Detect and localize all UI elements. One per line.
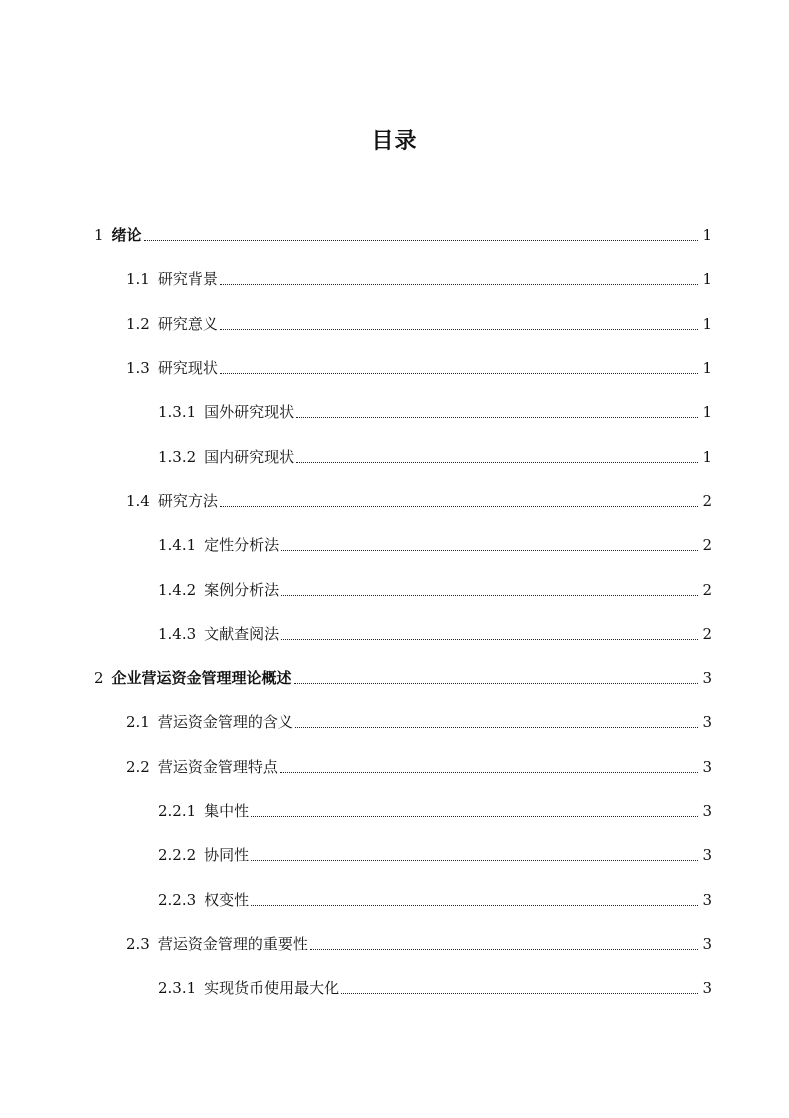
dot-leader xyxy=(220,505,698,507)
dot-leader xyxy=(341,992,698,994)
toc-entry-number: 1.2 xyxy=(126,314,150,333)
toc-entry-number: 2.2.2 xyxy=(158,846,197,865)
toc-entry-label: 研究现状 xyxy=(157,359,218,378)
toc-entry-number: 2.2 xyxy=(126,757,150,776)
toc-entry-number: 1.4.1 xyxy=(158,536,197,555)
toc-entry[interactable] xyxy=(0,700,789,744)
toc-entry-label: 文献查阅法 xyxy=(204,624,280,643)
toc-entry-number: 1.1 xyxy=(126,270,150,289)
toc-entry-label: 协同性 xyxy=(204,846,250,865)
toc-entry-label: 研究意义 xyxy=(157,314,218,333)
dot-leader xyxy=(296,416,698,418)
dot-leader xyxy=(281,638,698,640)
toc-entry-number: 1.3 xyxy=(126,359,150,378)
dot-leader xyxy=(295,726,698,728)
toc-entry-label: 案例分析法 xyxy=(204,580,280,599)
toc-entry-page-number: 1 xyxy=(702,359,712,378)
toc-entry-page-number: 3 xyxy=(702,979,712,998)
dot-leader xyxy=(251,859,698,861)
toc-entry-page-number: 1 xyxy=(702,270,712,289)
toc-entry-label: 权变性 xyxy=(204,890,250,909)
toc-entry-page-number: 2 xyxy=(702,491,712,510)
toc-entry[interactable] xyxy=(0,257,789,301)
toc-entry[interactable] xyxy=(0,479,789,523)
toc-entry[interactable] xyxy=(0,612,789,656)
dot-leader xyxy=(220,283,698,285)
dot-leader xyxy=(281,549,698,551)
toc-entry-number: 1.4 xyxy=(126,491,150,510)
dot-leader xyxy=(220,328,698,330)
toc-entry-label: 研究背景 xyxy=(157,270,218,289)
toc-entry[interactable] xyxy=(0,302,789,346)
toc-entry-page-number: 1 xyxy=(702,403,712,422)
toc-entry[interactable] xyxy=(0,523,789,567)
toc-entry-label: 实现货币使用最大化 xyxy=(204,979,340,998)
toc-entry-page-number: 3 xyxy=(702,890,712,909)
toc-entry-number: 2.2.3 xyxy=(158,890,197,909)
toc-entry-page-number: 3 xyxy=(702,713,712,732)
toc-entry-page-number: 1 xyxy=(702,314,712,333)
toc-entry-page-number: 3 xyxy=(702,846,712,865)
toc-entry-label: 研究方法 xyxy=(157,491,218,510)
toc-entry[interactable] xyxy=(0,966,789,1010)
toc-entry-page-number: 2 xyxy=(702,624,712,643)
toc-entry-label: 国外研究现状 xyxy=(204,403,295,422)
toc-entry[interactable] xyxy=(0,213,789,257)
toc-entry-number: 1.3.2 xyxy=(158,447,197,466)
toc-entry-label: 集中性 xyxy=(204,802,250,820)
toc-entry-number: 2.3.1 xyxy=(158,979,197,998)
toc-entry[interactable] xyxy=(0,656,789,700)
dot-leader xyxy=(310,948,698,950)
toc-entry-page-number: 1 xyxy=(702,226,712,245)
toc-entry-page-number: 3 xyxy=(702,934,712,953)
toc-entry-number: 2.2.1 xyxy=(158,802,197,820)
dot-leader xyxy=(251,904,698,906)
dot-leader xyxy=(296,461,698,463)
toc-entry-number: 1.4.2 xyxy=(158,580,197,599)
toc-list xyxy=(0,213,789,1010)
toc-entry[interactable] xyxy=(0,833,789,877)
toc-entry-label: 绪论 xyxy=(111,226,142,245)
toc-entry[interactable] xyxy=(0,346,789,390)
toc-entry-number: 1.4.3 xyxy=(158,624,197,643)
toc-entry-label: 营运资金管理的含义 xyxy=(157,713,293,732)
toc-entry-page-number: 1 xyxy=(702,447,712,466)
toc-entry[interactable] xyxy=(0,567,789,611)
toc-entry-label: 营运资金管理的重要性 xyxy=(157,934,308,953)
dot-leader xyxy=(144,239,698,241)
toc-entry[interactable] xyxy=(0,789,789,833)
toc-entry[interactable] xyxy=(0,390,789,434)
toc-entry-label: 国内研究现状 xyxy=(204,447,295,466)
toc-entry-number: 1 xyxy=(94,226,104,245)
toc-entry[interactable] xyxy=(0,745,789,789)
toc-entry[interactable] xyxy=(0,877,789,921)
toc-title: 目录 xyxy=(371,129,418,154)
dot-leader xyxy=(294,682,698,684)
toc-entry-page-number: 3 xyxy=(702,669,712,688)
toc-entry[interactable] xyxy=(0,922,789,966)
toc-entry-page-number: 2 xyxy=(702,580,712,599)
toc-entry-label: 营运资金管理特点 xyxy=(157,757,278,776)
toc-entry-page-number: 2 xyxy=(702,536,712,555)
dot-leader xyxy=(251,815,698,817)
toc-entry-number: 2.3 xyxy=(126,934,150,953)
toc-entry-page-number: 3 xyxy=(702,757,712,776)
dot-leader xyxy=(280,771,698,773)
toc-entry-number: 1.3.1 xyxy=(158,403,197,422)
toc-entry-number: 2 xyxy=(94,669,104,688)
toc-entry-label: 企业营运资金管理理论概述 xyxy=(111,669,292,688)
toc-entry-label: 定性分析法 xyxy=(204,536,280,555)
dot-leader xyxy=(281,594,698,596)
toc-entry-page-number: 3 xyxy=(702,802,712,820)
toc-entry-number: 2.1 xyxy=(126,713,150,732)
toc-entry[interactable] xyxy=(0,434,789,478)
dot-leader xyxy=(220,372,698,374)
